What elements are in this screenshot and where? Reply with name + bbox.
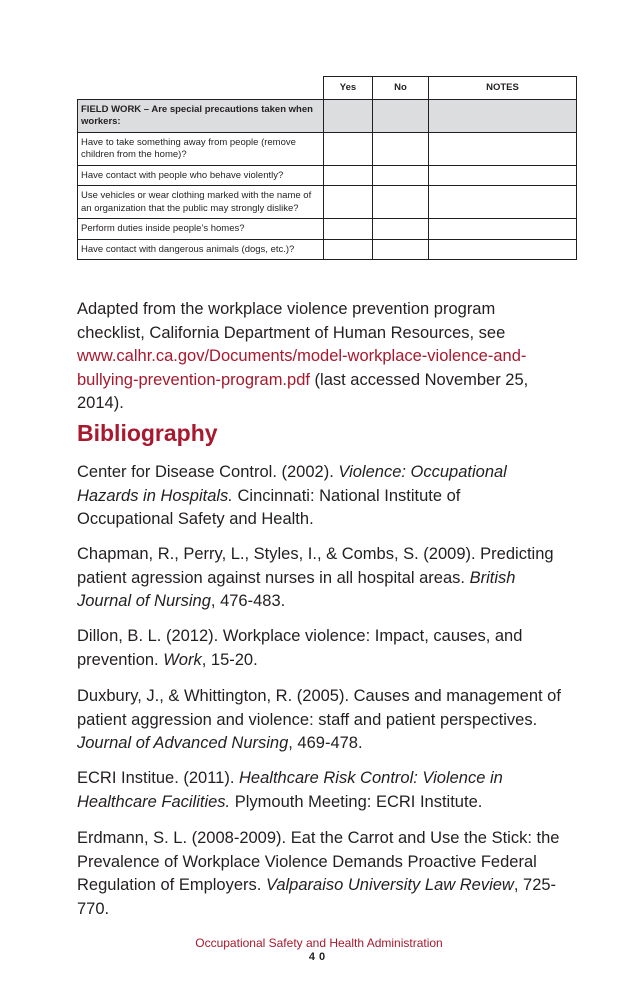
- entry-text: Center for Disease Control. (2002).: [77, 463, 339, 481]
- bibliography-entry: [77, 461, 561, 532]
- entry-text: , 476-483.: [210, 592, 286, 610]
- bibliography-entry: [77, 767, 561, 814]
- header-question: [78, 77, 324, 100]
- no-cell: [373, 239, 429, 260]
- notes-cell: [429, 219, 577, 240]
- notes-cell: [429, 132, 577, 165]
- entry-title: British Journal of Nursing: [77, 568, 516, 610]
- table-row: [78, 219, 577, 240]
- entry-text: , 725-770.: [77, 876, 557, 918]
- yes-cell: [324, 186, 373, 219]
- question-cell: Have contact with people who behave violently?: [78, 165, 324, 186]
- no-cell: [373, 132, 429, 165]
- notes-cell: [429, 99, 577, 132]
- notes-cell: [429, 239, 577, 260]
- entry-text: Dillon, B. L. (2012). Workplace violence: Impact, causes, and prevention.: [77, 627, 523, 669]
- entry-text: Duxbury, J., & Whittington, R. (2005). Causes and management of patient aggression and violence: staff and patient perspectives.: [77, 687, 561, 729]
- section-title: FIELD WORK – Are special precautions taken when workers:: [78, 99, 324, 132]
- entry-title: Healthcare Risk Control: Violence in Healthcare Facilities.: [77, 769, 503, 811]
- no-cell: [373, 186, 429, 219]
- entry-text: , 469-478.: [288, 734, 363, 752]
- header-yes: Yes: [324, 77, 373, 100]
- notes-cell: [429, 186, 577, 219]
- bibliography-entry: [77, 685, 561, 756]
- bibliography-entry: [77, 625, 561, 672]
- bibliography-entry: [77, 827, 561, 921]
- table-row: [78, 186, 577, 219]
- source-note-text: Adapted from the workplace violence prevention program checklist, California Department of Human Resources, see: [77, 300, 506, 342]
- table-row: [78, 132, 577, 165]
- header-notes: NOTES: [429, 77, 577, 100]
- entry-text: Cincinnati: National Institute of Occupational Safety and Health.: [77, 486, 461, 528]
- entry-title: Work: [163, 650, 202, 669]
- entry-text: , 15-20.: [201, 650, 258, 669]
- section-row: [78, 99, 577, 132]
- source-note-accessed: (last accessed November 25, 2014).: [77, 370, 529, 412]
- entry-text: Erdmann, S. L. (2008-2009). Eat the Carrot and Use the Stick: the Prevalence of Workplace Violence Demands Proactive Federal Regulation of Employers.: [77, 829, 560, 894]
- entry-title: Valparaiso University Law Review: [265, 876, 514, 894]
- question-cell: Perform duties inside people’s homes?: [78, 219, 324, 240]
- entry-title: Journal of Advanced Nursing: [77, 734, 289, 752]
- calhr-link[interactable]: www.calhr.ca.gov/Documents/model-workplace-violence-and-bullying-prevention-program.pdf: [77, 347, 527, 389]
- footer-agency: Occupational Safety and Health Administration: [195, 936, 443, 950]
- entry-text: Chapman, R., Perry, L., Styles, I., & Combs, S. (2009). Predicting patient agression against nurses in all hospital areas.: [77, 545, 554, 587]
- source-note: [77, 298, 561, 416]
- table-row: [78, 239, 577, 260]
- header-no: No: [373, 77, 429, 100]
- yes-cell: [324, 165, 373, 186]
- checklist-table-container: [77, 76, 576, 260]
- question-cell: Have to take something away from people (remove children from the home)?: [78, 132, 324, 165]
- yes-cell: [324, 239, 373, 260]
- table-row: [78, 165, 577, 186]
- entry-text: ECRI Institue. (2011).: [77, 769, 240, 787]
- checklist-table: [77, 76, 577, 260]
- bibliography-entry: [77, 543, 561, 614]
- entry-title: Violence: Occupational Hazards in Hospitals.: [77, 463, 507, 505]
- yes-cell: [324, 219, 373, 240]
- bibliography-heading: Bibliography: [77, 420, 218, 446]
- yes-cell: [324, 99, 373, 132]
- page-number: 40: [308, 951, 330, 963]
- question-cell: Use vehicles or wear clothing marked with the name of an organization that the public may strongly dislike?: [78, 186, 324, 219]
- no-cell: [373, 165, 429, 186]
- entry-text: Plymouth Meeting: ECRI Institute.: [230, 792, 483, 811]
- question-cell: Have contact with dangerous animals (dogs, etc.)?: [78, 239, 324, 260]
- table-header-row: [78, 77, 577, 100]
- no-cell: [373, 219, 429, 240]
- notes-cell: [429, 165, 577, 186]
- no-cell: [373, 99, 429, 132]
- yes-cell: [324, 132, 373, 165]
